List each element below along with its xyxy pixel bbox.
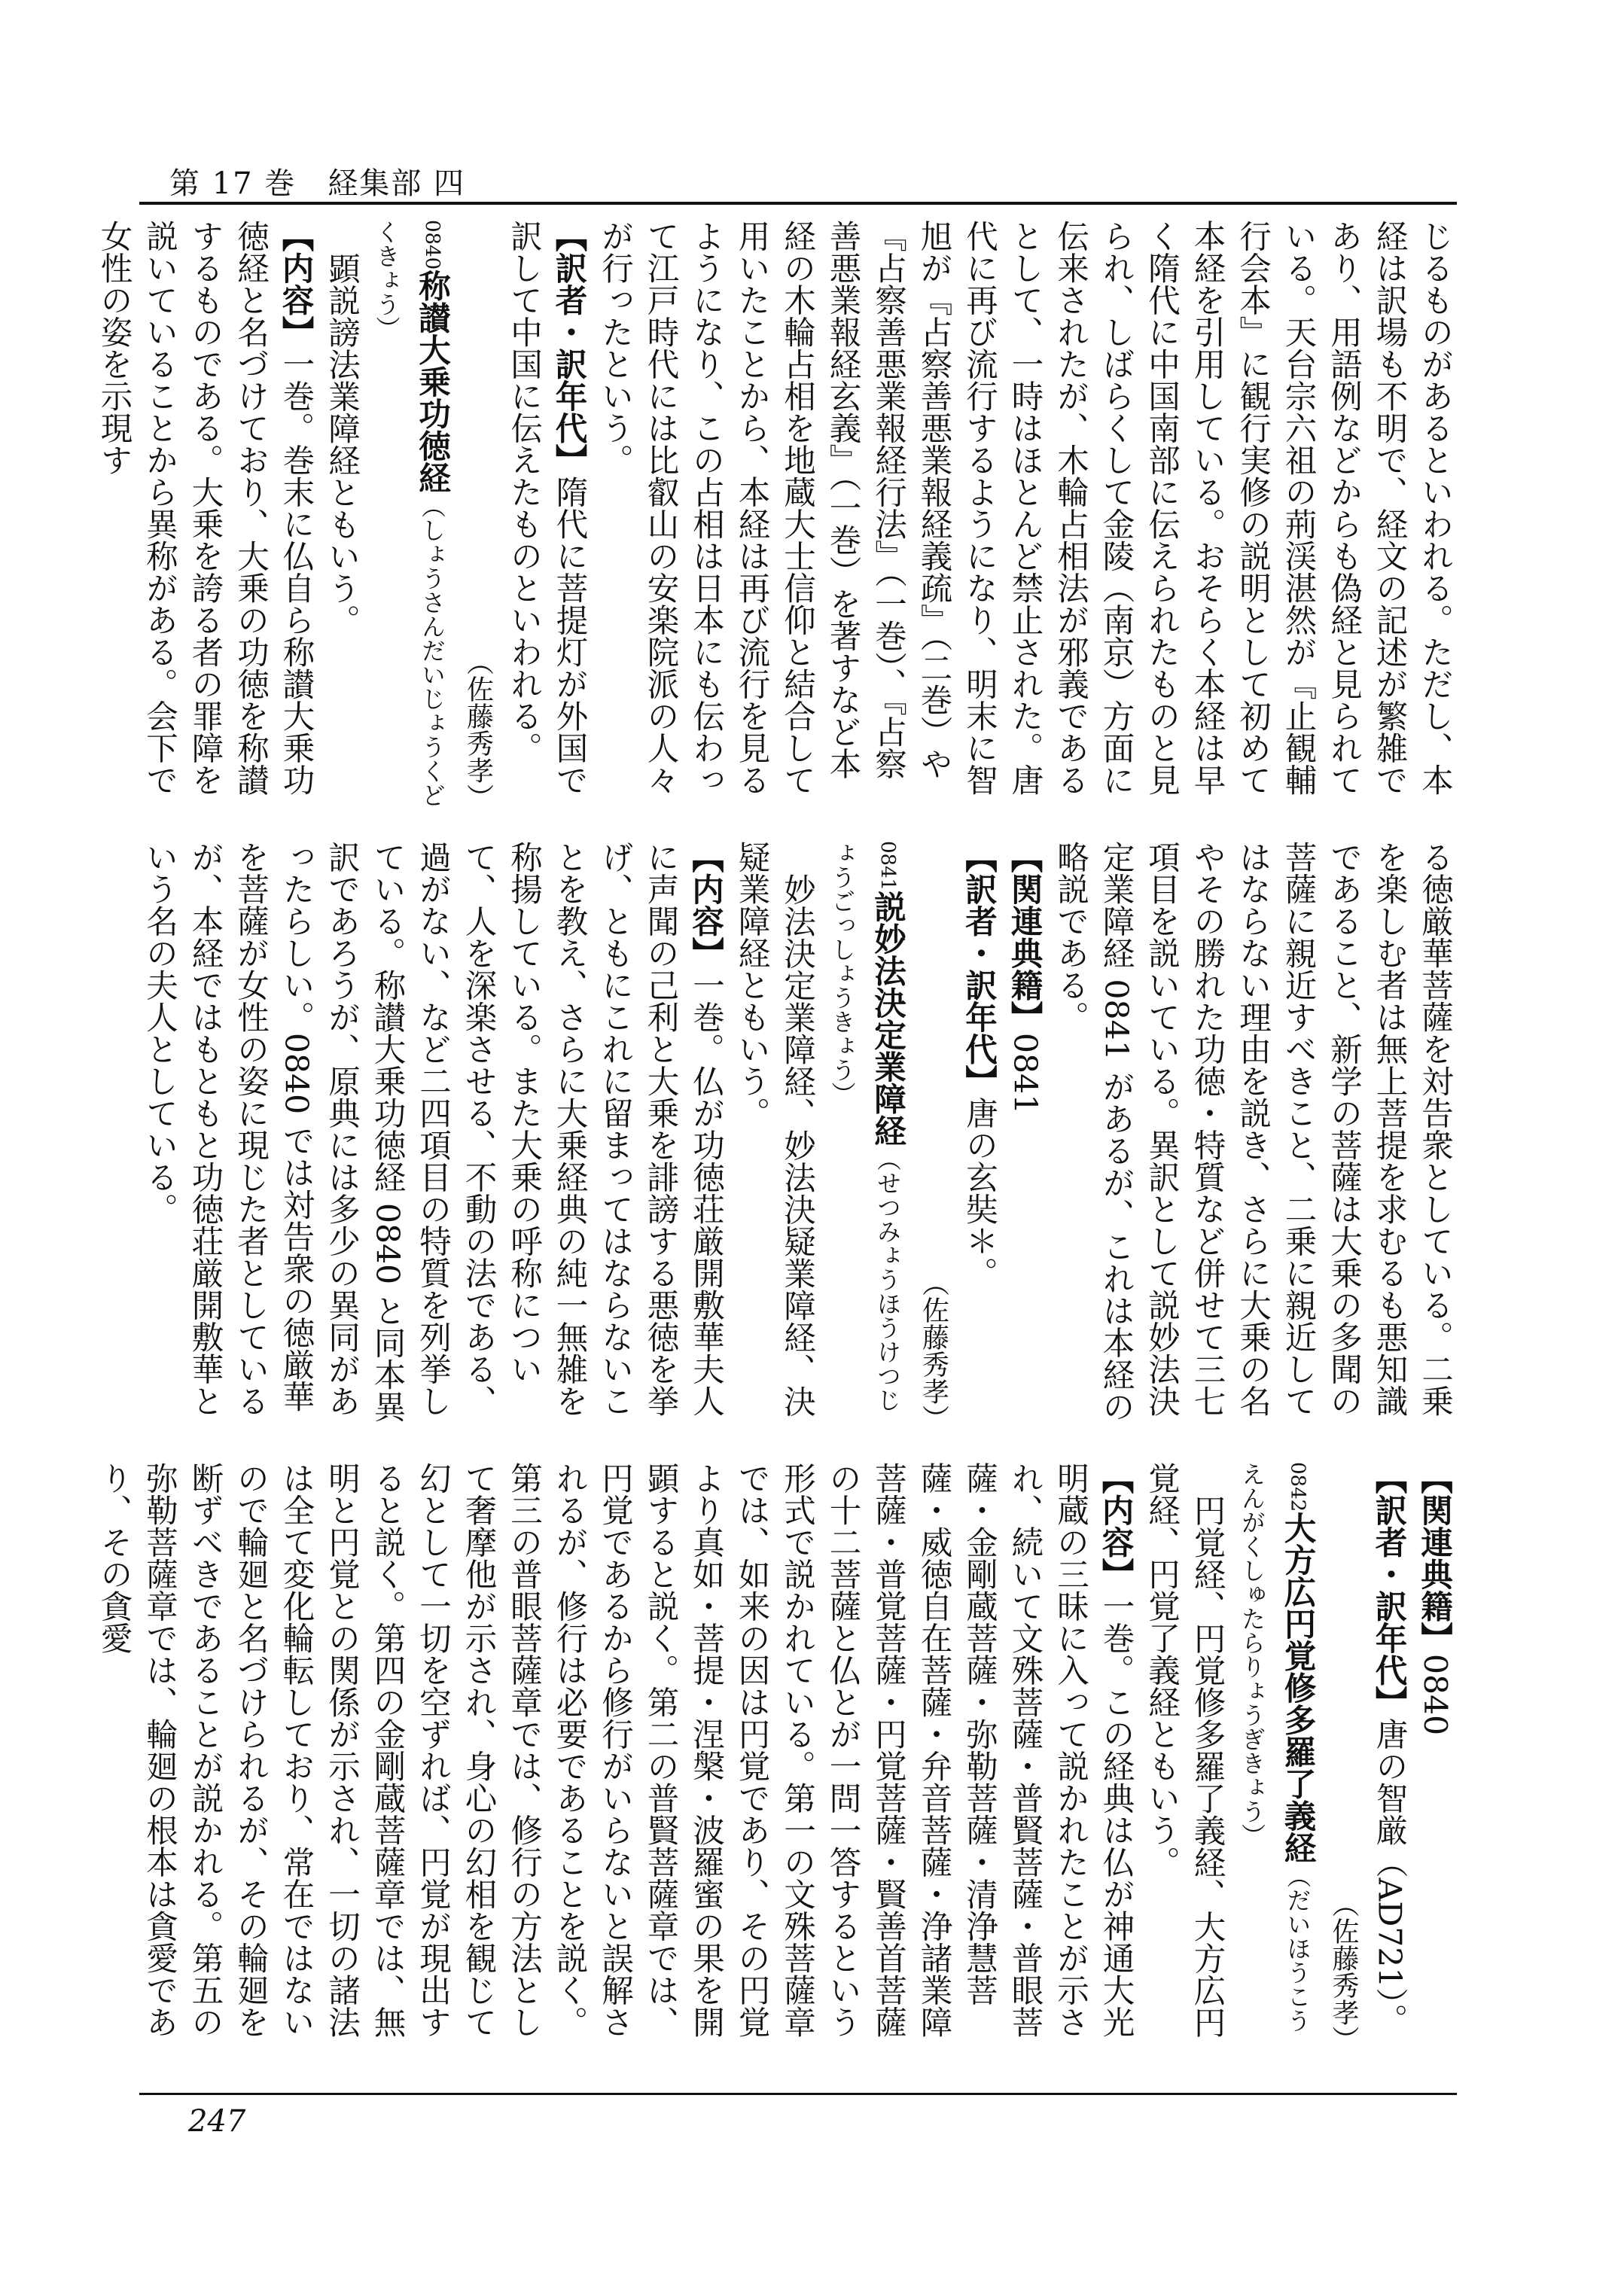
text-tier-1 [95, 220, 1457, 811]
entry-number: 0840 [421, 220, 443, 270]
section-label: 【関連典籍】 [1005, 841, 1044, 1033]
body-text: 妙法決定業障経、妙法決疑業障経、決疑業障経ともいう。 [733, 841, 815, 1417]
translator-section [455, 220, 592, 811]
section-label: 【関連典籍】 [1415, 1462, 1453, 1654]
attribution: （佐藤秀孝） [918, 1269, 949, 1432]
entry-reading: （しょうさんだいじょうくどくきょう） [372, 220, 446, 807]
entry-number: 0842 [1286, 1462, 1309, 1512]
related-section [1001, 841, 1047, 1432]
attribution: （佐藤秀孝） [462, 648, 494, 811]
entry-heading-0840 [364, 220, 455, 811]
entry-title: 称讃大乗功徳経 [413, 270, 451, 494]
body-text: 唐の玄奘＊。 [961, 1097, 998, 1289]
entry-reading: （だいほうこうえんがくしゅたらりょうぎきょう） [1238, 1462, 1312, 2033]
alt-names [318, 220, 364, 811]
section-label: 【訳者・訳年代】 [550, 220, 588, 476]
translator-section [910, 841, 1001, 1432]
attribution: （佐藤秀孝） [1328, 1890, 1359, 2053]
footer-rule [139, 2093, 1457, 2095]
body-text: 唐の智厳（AD721）。 [1370, 1718, 1408, 2036]
section-label: 【内容】 [687, 841, 724, 969]
page-number: 247 [188, 2104, 246, 2139]
body-text: 一巻。この経典は仏が神通大光明蔵の三昧に入って説かれたことが示され、続いて文殊菩薩・普賢菩薩・普眼菩薩・金剛蔵菩薩・弥勒菩薩・清浄慧菩薩・威徳自在菩薩・弁音菩薩・浄諸業障菩薩・普覚菩薩・円覚菩薩・賢善首菩薩の十二菩薩と仏とが一問一答するという形式で説かれている。第一の文殊菩薩章では、如来の因は円覚であり、その円覚より真如・菩提・涅槃・波羅蜜の果を開顕すると説く。第二の普賢菩薩章では、円覚であるから修行がいらないと誤解されるが、修行は必要であることを説く。第三の普眼菩薩章では、修行の方法として奢摩他が示され、身心の幻相を観じて幻として一切を空ずれば、円覚が現出すると説く。第四の金剛蔵菩薩章では、無明と円覚との関係が示され、一切の諸法は全て変化輪転しており、常在ではないので輪廻と名づけられるが、その輪廻を断ずべきであることが説かれる。第五の弥勒菩薩章では、輪廻の根本は貪愛であり、その貪愛 [95, 1462, 1135, 2038]
entry-reading: （せつみょうほうけつじょうごっしょうきょう） [827, 841, 902, 1412]
entry-heading-0841 [819, 841, 910, 1432]
section-label: 【訳者・訳年代】 [1370, 1462, 1408, 1718]
alt-names [1138, 1462, 1229, 2053]
alt-names [728, 841, 819, 1432]
running-header: 第 17 巻 経集部 四 [169, 166, 466, 201]
body-text: 一巻。巻末に仏自ら称讃大乗功徳経と名づけており、大乗の功徳を称讃するものである。大乗を誇る者の罪障を説いていることから異称がある。会下で女性の姿を示現す [95, 220, 315, 796]
section-label: 【訳者・訳年代】 [960, 841, 998, 1097]
entry-title: 大方広円覚修多羅了義経 [1278, 1512, 1317, 1864]
body-text: る徳厳華菩薩を対告衆としている。二乗を楽しむ者は無上菩提を求むるも悪知識であること、新学の菩薩は大乗の多聞の菩薩に親近すべきこと、二乗に親近してはならない理由を説き、さらに大乗の名やその勝れた功徳・特質など併せて三七項目を説いている。異訳として説妙法決定業障経 0841 があるが、これは本経の略説である。 [1052, 841, 1453, 1423]
content-section [136, 841, 729, 1432]
body-text: 0841 [1006, 1033, 1044, 1115]
related-section [1412, 1462, 1458, 2053]
paragraph [592, 220, 1458, 811]
section-label: 【内容】 [276, 220, 315, 348]
body-text: 顕説謗法業障経ともいう。 [323, 251, 360, 636]
body-text: 一巻。仏が功徳荘厳開敷華夫人に声聞の己利と大乗を誹謗する悪徳を挙げ、ともにこれに留まってはならないことを教え、さらに大乗経典の純一無雑を称揚している。また大乗の呼称について、人を深楽させる、不動の法である、過がない、など二四項目の特質を列挙している。称讃大乗功徳経 0840 と同本異訳であろうが、原典には多少の異同があったらしい。0840 では対告衆の徳厳華を菩薩が女性の姿に現じた者としているが、本経ではもともと功徳荘厳開敷華という名の夫人としている。 [141, 841, 724, 1423]
content-section [90, 1462, 1138, 2053]
body-text: 円覚経、円覚修多羅了義経、大方広円覚経、円覚了義経ともいう。 [1143, 1462, 1226, 2038]
paragraph [1047, 841, 1458, 1432]
entry-number: 0841 [876, 841, 899, 891]
entry-title: 説妙法決定業障経 [869, 891, 906, 1147]
body-text: 隋代に菩提灯が外国で訳して中国に伝えたものといわれる。 [505, 220, 588, 796]
content-section [90, 220, 318, 811]
entry-heading-0842 [1229, 1462, 1321, 2053]
header-rule [139, 202, 1457, 205]
text-tier-2 [141, 841, 1457, 1432]
body-text: 0840 [1416, 1654, 1453, 1736]
section-label: 【内容】 [1096, 1462, 1135, 1590]
translator-section [1321, 1462, 1412, 2053]
text-tier-3 [95, 1462, 1457, 2053]
body-text: じるものがあるといわれる。ただし、本経は訳場も不明で、経文の記述が繁雑であり、用語例などからも偽経と見られている。天台宗六祖の荊渓湛然が『止観輔行会本』に観行実修の説明として初めて本経を引用している。おそらく本経は早く隋代に中国南部に伝えられたものと見られ、しばらくして金陵（南京）方面に伝来されたが、木輪占相法が邪義であるとして、一時はほとんど禁止された。唐代に再び流行するようになり、明末に智旭が『占察善悪業報経義疏』（二巻）や『占察善悪業報経行法』（一巻）、『占察善悪業報経玄義』（一巻）を著すなど本経の木輪占相を地蔵大士信仰と結合して用いたことから、本経は再び流行を見るようになり、この占相は日本にも伝わって江戸時代には比叡山の安楽院派の人々が行ったという。 [596, 220, 1453, 796]
